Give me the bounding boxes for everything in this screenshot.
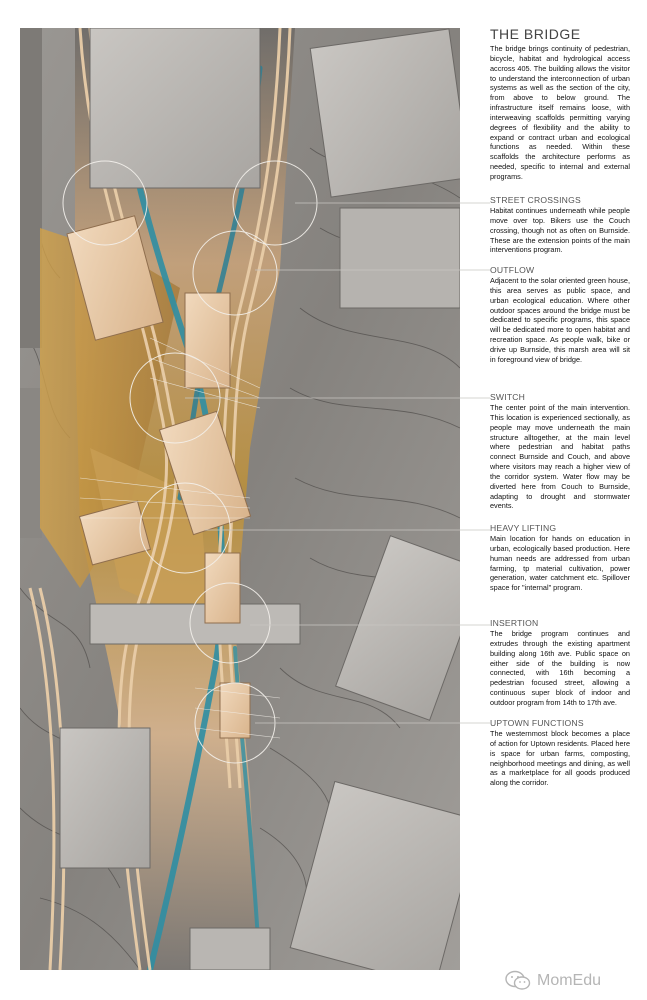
section-body: Adjacent to the solar oriented green house, this area serves as public space, and urban ecological education. Where other outdoor spaces around the bridge must be dedicated to specific programs, this space will be dedicated more to open habitat and recreation space. As people walk, bike or drive up Burnside, this marsh area will sit in foreground view of bridge. xyxy=(490,276,630,364)
section-outflow xyxy=(490,265,630,365)
section-title: HEAVY LIFTING xyxy=(490,523,557,533)
watermark xyxy=(505,970,601,992)
section-body: The westernmost block becomes a place of action for Uptown residents. Placed here is space for urban farms, composting, neighborhood meetings and dining, as well as a marketplace for all goods produced along the corridor. xyxy=(490,729,630,788)
wechat-icon xyxy=(505,970,531,992)
section-street-crossings xyxy=(490,195,630,255)
watermark-text: MomEdu xyxy=(537,972,602,989)
page-title: THE BRIDGE xyxy=(490,26,581,42)
section-title: UPTOWN FUNCTIONS xyxy=(490,718,584,728)
section-body: The center point of the main intervention. This location is experienced sectionally, as people may move underneath the main structure alltogether, at the main level where pedestrian and habitat paths connect Burnside and Couch, and above where visitors may reach a higher view of the corridor system. Water flow may be diverted here from Couch to Burnside, adapting to drought and stormwater events. xyxy=(490,403,630,511)
section-body: Habitat continues underneath while people move over top. Bikers use the Couch crossing, though not as often on Burnside. These are the extension points of the main interventions program. xyxy=(490,206,630,255)
section-body: The bridge program continues and extrudes through the existing apartment building along 16th ave. Public space on either side of the building is now connected, with 16th becoming a pedestrian focused street, allowing a continuous super block of indoor and outdoor program from 14th to 17th ave. xyxy=(490,629,630,707)
section-title: OUTFLOW xyxy=(490,265,535,275)
section-title: SWITCH xyxy=(490,392,526,402)
section-heavy-lifting xyxy=(490,523,630,593)
section-switch xyxy=(490,392,630,511)
section-insertion xyxy=(490,618,630,708)
section-title: STREET CROSSINGS xyxy=(490,195,581,205)
intro-block xyxy=(490,26,630,182)
section-title: INSERTION xyxy=(490,618,539,628)
section-body: Main location for hands on education in urban, ecologically based production. Here human needs are addressed from urban farming, tp material cultivation, power generation, water catchment etc. Spillover space for "internal" program. xyxy=(490,534,630,593)
intro-paragraph: The bridge brings continuity of pedestrian, bicycle, habitat and hydrological access accross 405. The building allows the visitor to understand the interconnection of urban systems as well as the section of the city, from above to below ground. The infrastructure itself remains loose, with interweaving scaffolds permitting varying degrees of flexibility and the ability to expand or contract urban and ecological functions as needed. Within these scaffolds the architecture performs as needed, specific to internal and external programs. xyxy=(490,44,630,181)
section-uptown-functions xyxy=(490,718,630,788)
